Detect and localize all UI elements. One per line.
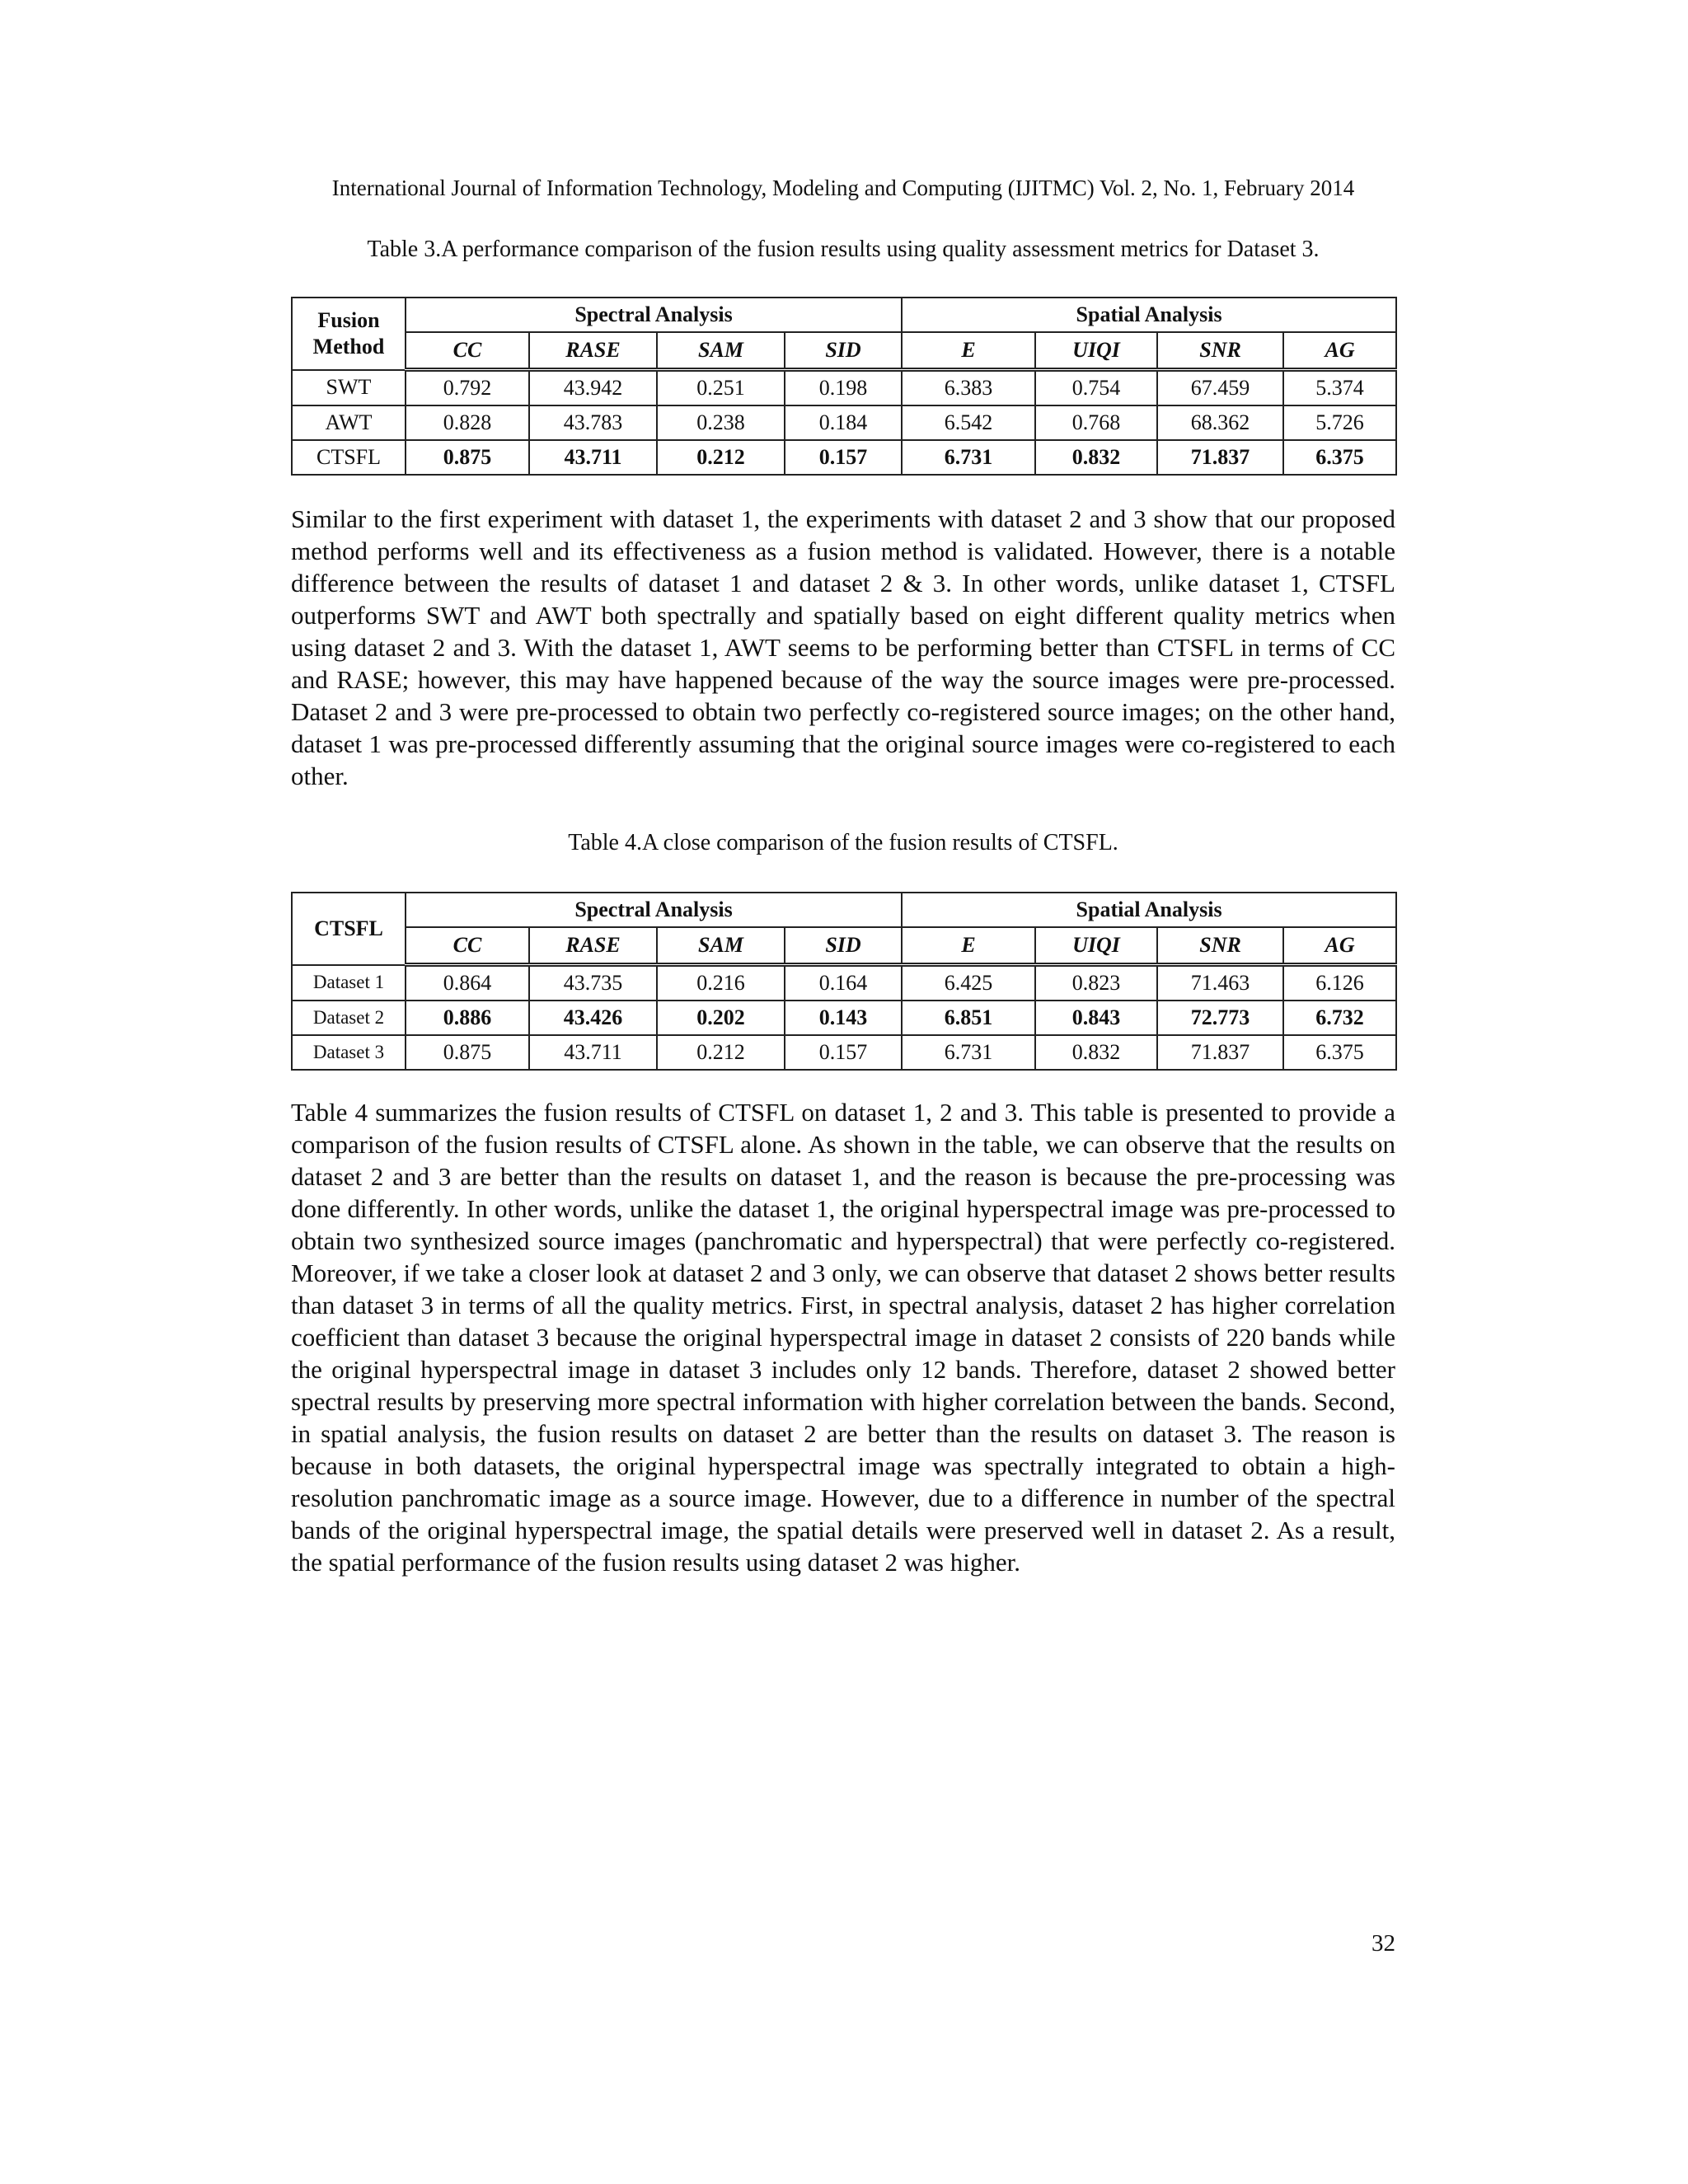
table-cell: 43.711 <box>529 1035 657 1070</box>
table-cell: 67.459 <box>1157 370 1283 406</box>
table3-col-uiqi: UIQI <box>1035 332 1157 370</box>
table-cell: 0.184 <box>785 405 902 440</box>
table-cell: 6.851 <box>902 1001 1035 1035</box>
table-cell: 0.886 <box>406 1001 529 1035</box>
table4-col-sid: SID <box>785 927 902 965</box>
table3-row-label: AWT <box>292 405 406 440</box>
table4-row-header: CTSFL <box>292 893 406 965</box>
page-number: 32 <box>1372 1930 1395 1957</box>
table4-row-label: Dataset 1 <box>292 965 406 1001</box>
table3-col-rase: RASE <box>529 332 657 370</box>
table3-group-row <box>292 298 1396 332</box>
table-cell: 0.843 <box>1035 1001 1157 1035</box>
table4-group-row <box>292 893 1396 927</box>
table-cell: 0.164 <box>785 965 902 1001</box>
body-paragraph-2: Table 4 summarizes the fusion results of CTSFL on dataset 1, 2 and 3. This table is presented to provide a comparison of the fusion results of CTSFL alone. As shown in the table, we can observe that the results on dataset 2 and 3 are better than the results on dataset 1, and the reason is because the pre-processing was done differently. In other words, unlike the dataset 1, the original hyperspectral image was pre-processed to obtain two synthesized source images (panchromatic and hyperspectral) that were perfectly co-registered. Moreover, if we take a closer look at dataset 2 and 3 only, we can observe that dataset 2 shows better results than dataset 3 in terms of all the quality metrics. First, in spectral analysis, dataset 2 has higher correlation coefficient than dataset 3 because the original hyperspectral image in dataset 2 consists of 220 bands while the original hyperspectral image in dataset 3 includes only 12 bands. Therefore, dataset 2 showed better spectral results by preserving more spectral information with higher correlation between the bands. Second, in spatial analysis, the fusion results on dataset 2 are better than the results on dataset 3. The reason is because in both datasets, the original hyperspectral image was spectrally integrated to obtain a high-resolution panchromatic image as a source image. However, due to a difference in number of the spectral bands of the original hyperspectral image, the spatial details were preserved well in dataset 2. As a result, the spatial performance of the fusion results using dataset 2 was higher. <box>291 1098 1395 1577</box>
table-cell: 0.832 <box>1035 440 1157 475</box>
table4-caption: Table 4.A close comparison of the fusion results of CTSFL. <box>568 830 1118 855</box>
table-cell: 0.238 <box>657 405 785 440</box>
table3-column-row <box>292 332 1396 370</box>
table3-col-e: E <box>902 332 1035 370</box>
table-row <box>292 1035 1396 1070</box>
table-cell: 0.251 <box>657 370 785 406</box>
table-cell: 0.768 <box>1035 405 1157 440</box>
table-cell: 0.216 <box>657 965 785 1001</box>
table-cell: 5.374 <box>1283 370 1396 406</box>
table3-row-label: CTSFL <box>292 440 406 475</box>
table-cell: 0.828 <box>406 405 529 440</box>
table-cell: 43.783 <box>529 405 657 440</box>
table-row <box>292 1001 1396 1035</box>
table-cell: 6.375 <box>1283 440 1396 475</box>
table-cell: 6.731 <box>902 1035 1035 1070</box>
table-cell: 0.754 <box>1035 370 1157 406</box>
table3-col-ag: AG <box>1283 332 1396 370</box>
table-cell: 6.375 <box>1283 1035 1396 1070</box>
table3-group-spectral: Spectral Analysis <box>406 298 902 332</box>
table4-col-uiqi: UIQI <box>1035 927 1157 965</box>
table-cell: 0.875 <box>406 440 529 475</box>
table-cell: 6.732 <box>1283 1001 1396 1035</box>
table-row <box>292 405 1396 440</box>
table4-group-spectral: Spectral Analysis <box>406 893 902 927</box>
table-row <box>292 965 1396 1001</box>
table-cell: 68.362 <box>1157 405 1283 440</box>
running-header: International Journal of Information Technology, Modeling and Computing (IJITMC) Vol. 2, No. 1, February 2014 <box>331 176 1355 200</box>
table-cell: 0.143 <box>785 1001 902 1035</box>
table-cell: 0.832 <box>1035 1035 1157 1070</box>
table-cell: 6.542 <box>902 405 1035 440</box>
table4 <box>291 892 1397 1071</box>
table-cell: 71.837 <box>1157 1035 1283 1070</box>
table-cell: 0.157 <box>785 440 902 475</box>
table-cell: 6.425 <box>902 965 1035 1001</box>
table3-caption: Table 3.A performance comparison of the fusion results using quality assessment metrics for Dataset 3. <box>367 237 1320 262</box>
table3-row-header: Fusion Method <box>292 298 406 370</box>
table-cell: 6.383 <box>902 370 1035 406</box>
table-cell: 72.773 <box>1157 1001 1283 1035</box>
table-cell: 71.837 <box>1157 440 1283 475</box>
table4-col-ag: AG <box>1283 927 1396 965</box>
table-cell: 43.426 <box>529 1001 657 1035</box>
table4-col-e: E <box>902 927 1035 965</box>
body-paragraph-1: Similar to the first experiment with dataset 1, the experiments with dataset 2 and 3 show that our proposed method performs well and its effectiveness as a fusion method is validated. However, there is a notable difference between the results of dataset 1 and dataset 2 & 3. In other words, unlike dataset 1, CTSFL outperforms SWT and AWT both spectrally and spatially based on eight different quality metrics when using dataset 2 and 3. With the dataset 1, AWT seems to be performing better than CTSFL in terms of CC and RASE; however, this may have happened because of the way the source images were pre-processed. Dataset 2 and 3 were pre-processed to obtain two perfectly co-registered source images; on the other hand, dataset 1 was pre-processed differently assuming that the original source images were co-registered to each other. <box>291 504 1395 790</box>
table3-row-label: SWT <box>292 370 406 406</box>
table-cell: 0.823 <box>1035 965 1157 1001</box>
table3 <box>291 297 1397 476</box>
table3-col-sid: SID <box>785 332 902 370</box>
table4-row-label: Dataset 2 <box>292 1001 406 1035</box>
table4-column-row <box>292 927 1396 965</box>
table4-group-spatial: Spatial Analysis <box>902 893 1396 927</box>
table-cell: 0.864 <box>406 965 529 1001</box>
table-cell: 5.726 <box>1283 405 1396 440</box>
table-cell: 43.735 <box>529 965 657 1001</box>
table4-col-cc: CC <box>406 927 529 965</box>
table-row <box>292 370 1396 406</box>
table4-col-rase: RASE <box>529 927 657 965</box>
table3-col-cc: CC <box>406 332 529 370</box>
table-cell: 6.731 <box>902 440 1035 475</box>
table3-col-sam: SAM <box>657 332 785 370</box>
table-cell: 0.792 <box>406 370 529 406</box>
table-cell: 43.942 <box>529 370 657 406</box>
table-cell: 0.212 <box>657 440 785 475</box>
table-cell: 0.875 <box>406 1035 529 1070</box>
table-cell: 71.463 <box>1157 965 1283 1001</box>
table4-row-label: Dataset 3 <box>292 1035 406 1070</box>
table-cell: 0.202 <box>657 1001 785 1035</box>
table3-col-snr: SNR <box>1157 332 1283 370</box>
table4-col-snr: SNR <box>1157 927 1283 965</box>
table-cell: 0.157 <box>785 1035 902 1070</box>
table-cell: 6.126 <box>1283 965 1396 1001</box>
table-row <box>292 440 1396 475</box>
table-cell: 0.198 <box>785 370 902 406</box>
table4-col-sam: SAM <box>657 927 785 965</box>
table3-group-spatial: Spatial Analysis <box>902 298 1396 332</box>
table-cell: 0.212 <box>657 1035 785 1070</box>
table-cell: 43.711 <box>529 440 657 475</box>
